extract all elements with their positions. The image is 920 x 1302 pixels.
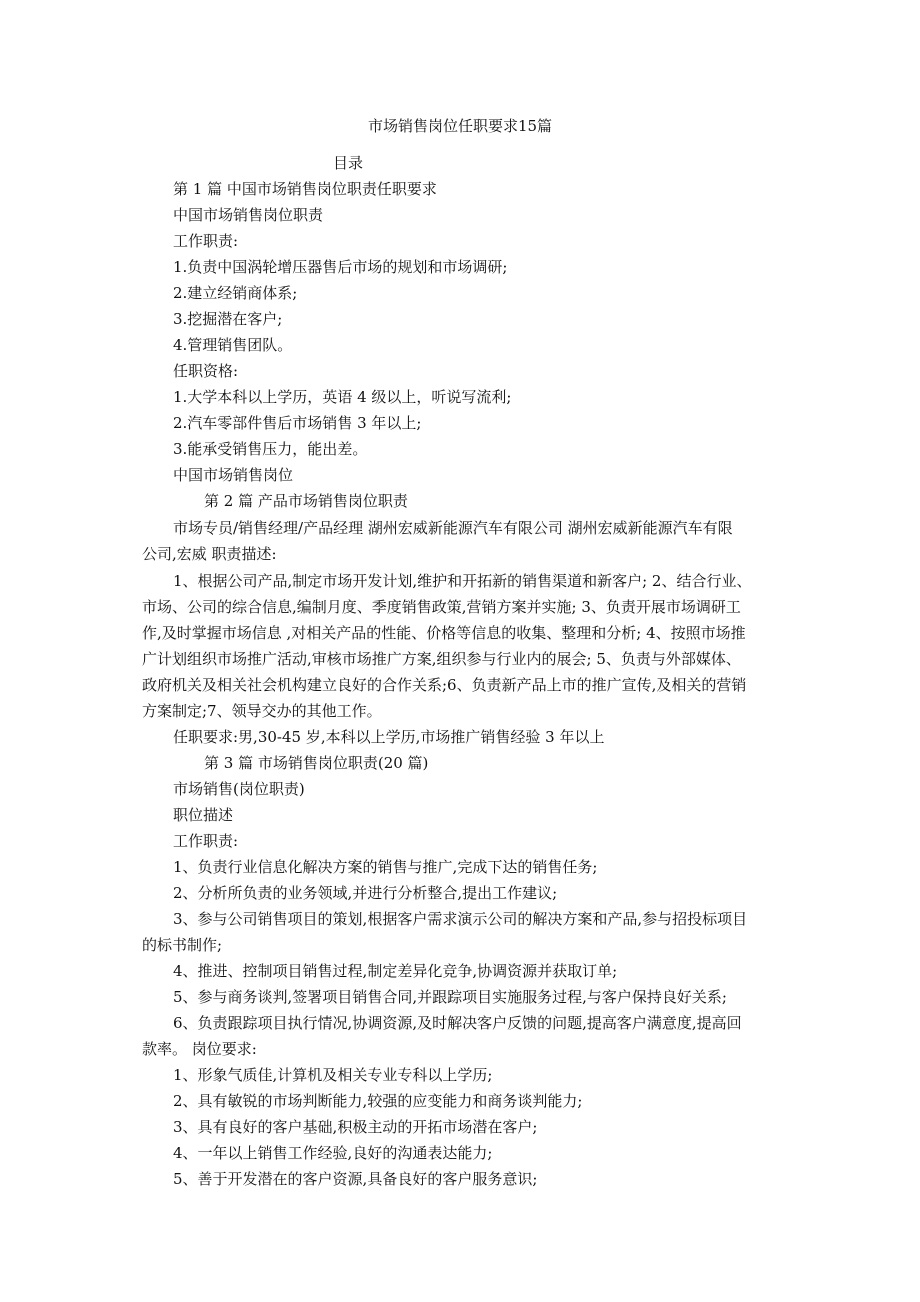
paragraph-line: 作,及时掌握市场信息 ,对相关产品的性能、价格等信息的收集、整理和分析; 4、按照市场推	[142, 624, 746, 642]
paragraph-line: 职位描述	[173, 806, 234, 824]
paragraph-line: 款率。 岗位要求:	[142, 1040, 257, 1058]
sec1-footer: 中国市场销售岗位	[173, 466, 294, 484]
paragraph-line: 市场销售(岗位职责)	[173, 780, 305, 798]
paragraph-line: 工作职责:	[173, 832, 239, 850]
list-item: 1.大学本科以上学历，英语 4 级以上，听说写流利;	[173, 388, 512, 406]
paragraph-line: 广计划组织市场推广活动,审核市场推广方案,组织参与行业内的展会; 5、负责与外部媒体、	[142, 650, 741, 668]
list-item: 4.管理销售团队。	[173, 336, 293, 354]
document-title: 市场销售岗位任职要求15篇	[367, 117, 553, 135]
paragraph-line: 1、形象气质佳,计算机及相关专业专科以上学历;	[173, 1066, 493, 1084]
sec1-heading: 第 1 篇 中国市场销售岗位职责任职要求	[173, 180, 437, 198]
paragraph-line: 2、分析所负责的业务领域,并进行分析整合,提出工作建议;	[173, 884, 558, 902]
paragraph-line: 5、善于开发潜在的客户资源,具备良好的客户服务意识;	[173, 1170, 538, 1188]
sec1-duties-label: 工作职责:	[173, 232, 239, 250]
paragraph-line: 1、根据公司产品,制定市场开发计划,维护和开拓新的销售渠道和新客户; 2、结合行业、	[173, 572, 752, 590]
paragraph-line: 任职要求:男,30-45 岁,本科以上学历,市场推广销售经验 3 年以上	[173, 728, 605, 746]
paragraph-line: 1、负责行业信息化解决方案的销售与推广,完成下达的销售任务;	[173, 858, 598, 876]
sec1-subheading: 中国市场销售岗位职责	[173, 206, 324, 224]
list-item: 1.负责中国涡轮增压器售后市场的规划和市场调研;	[173, 258, 508, 276]
paragraph-line: 市场专员/销售经理/产品经理 湖州宏威新能源汽车有限公司 湖州宏威新能源汽车有限	[173, 519, 733, 537]
paragraph-line: 公司,宏威 职责描述:	[142, 545, 277, 563]
paragraph-line: 政府机关及相关社会机构建立良好的合作关系;6、负责新产品上市的推广宣传,及相关的营销	[142, 676, 747, 694]
paragraph-line: 5、参与商务谈判,签署项目销售合同,并跟踪项目实施服务过程,与客户保持良好关系;	[173, 988, 727, 1006]
paragraph-line: 市场、公司的综合信息,编制月度、季度销售政策,营销方案并实施; 3、负责开展市场调研工	[142, 598, 741, 616]
list-item: 3.能承受销售压力，能出差。	[173, 440, 368, 458]
toc-heading: 目录	[333, 154, 364, 172]
sec3-heading: 第 3 篇 市场销售岗位职责(20 篇)	[204, 754, 429, 772]
sec2-heading: 第 2 篇 产品市场销售岗位职责	[204, 492, 408, 510]
list-item: 2.建立经销商体系;	[173, 284, 298, 302]
paragraph-line: 3、具有良好的客户基础,积极主动的开拓市场潜在客户;	[173, 1118, 538, 1136]
paragraph-line: 4、推进、控制项目销售过程,制定差异化竞争,协调资源并获取订单;	[173, 962, 618, 980]
paragraph-line: 3、参与公司销售项目的策划,根据客户需求演示公司的解决方案和产品,参与招投标项目	[173, 910, 748, 928]
list-item: 3.挖掘潜在客户;	[173, 310, 283, 328]
paragraph-line: 的标书制作;	[142, 936, 223, 954]
paragraph-line: 2、具有敏锐的市场判断能力,较强的应变能力和商务谈判能力;	[173, 1092, 583, 1110]
paragraph-line: 方案制定;7、领导交办的其他工作。	[142, 702, 382, 720]
paragraph-line: 6、负责跟踪项目执行情况,协调资源,及时解决客户反馈的问题,提高客户满意度,提高回	[173, 1014, 742, 1032]
sec1-quals-label: 任职资格:	[173, 362, 239, 380]
list-item: 2.汽车零部件售后市场销售 3 年以上;	[173, 414, 422, 432]
paragraph-line: 4、一年以上销售工作经验,良好的沟通表达能力;	[173, 1144, 493, 1162]
